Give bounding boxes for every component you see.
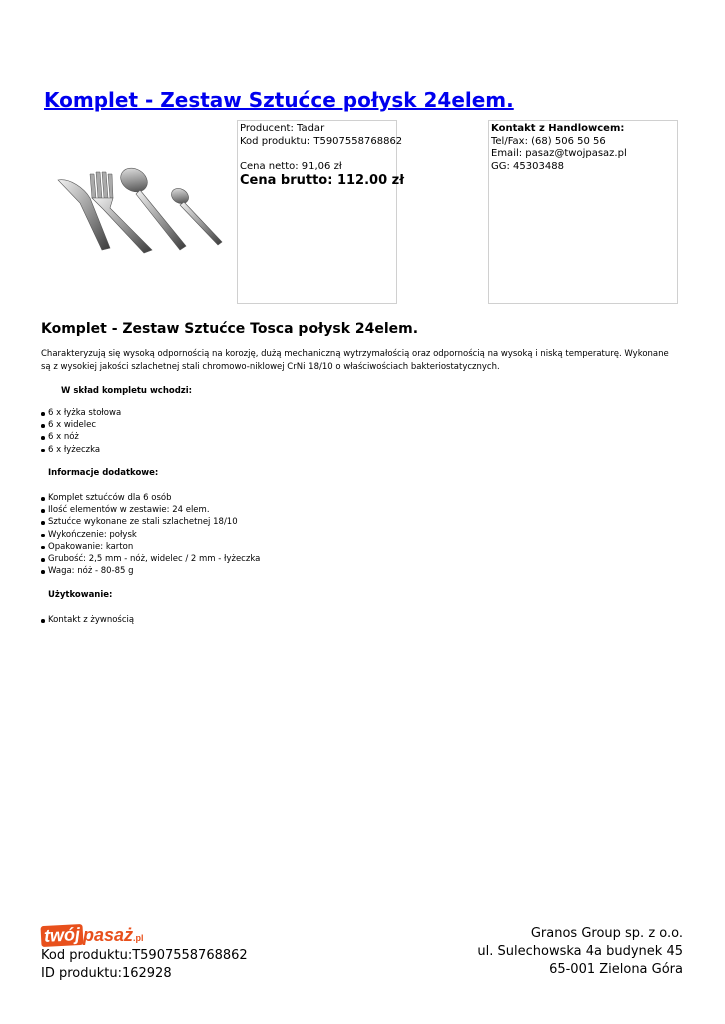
list-item: 6 x łyżka stołowa xyxy=(41,407,121,419)
list-item: Grubość: 2,5 mm - nóż, widelec / 2 mm - łyżeczka xyxy=(41,553,260,565)
logo-part: twój xyxy=(40,924,83,947)
usage-list xyxy=(41,614,134,626)
list-item: Ilość elementów w zestawie: 24 elem. xyxy=(41,504,260,516)
logo-part: pasaż xyxy=(83,925,134,945)
product-title-link[interactable]: Komplet - Zestaw Sztućce połysk 24elem. xyxy=(44,88,514,112)
info-heading: Informacje dodatkowe: xyxy=(48,468,159,478)
cutlery-set-image xyxy=(50,158,226,258)
list-item: Kontakt z żywnością xyxy=(41,614,134,626)
footer-product-ids xyxy=(41,947,248,983)
footer-product-id: ID produktu:162928 xyxy=(41,966,172,981)
net-price: Cena netto: 91,06 zł xyxy=(240,160,342,172)
gross-price: Cena brutto: 112.00 zł xyxy=(240,173,405,188)
contact-phone: Tel/Fax: (68) 506 50 56 xyxy=(491,135,606,147)
company-city: 65-001 Zielona Góra xyxy=(549,962,683,977)
list-item: Opakowanie: karton xyxy=(41,541,260,553)
product-code: Kod produktu: T5907558768862 xyxy=(240,135,403,147)
list-item: 6 x nóż xyxy=(41,431,121,443)
footer-company-address xyxy=(477,925,683,979)
description-text: Charakteryzują się wysoką odpornością na korozję, dużą mechaniczną wytrzymałością oraz odpornością na wysoką i niską temperaturę. Wykonane są z wysokiej jakości szlachetnej stali chromowo-niklowej CrNi 18/10 o właściwościach bakteriostatycznych. xyxy=(41,349,669,372)
company-name: Granos Group sp. z o.o. xyxy=(530,926,683,941)
set-heading: W skład kompletu wchodzi: xyxy=(61,386,193,396)
list-item: Waga: nóż - 80-85 g xyxy=(41,565,260,577)
info-list xyxy=(41,492,260,577)
usage-heading: Użytkowanie: xyxy=(48,590,113,600)
contact-gg: GG: 45303488 xyxy=(491,160,564,172)
set-list xyxy=(41,407,121,456)
list-item: Komplet sztućców dla 6 osób xyxy=(41,492,260,504)
contact-box xyxy=(488,120,678,304)
product-info-box xyxy=(237,120,405,304)
description-heading: Komplet - Zestaw Sztućce Tosca połysk 24elem. xyxy=(41,321,419,337)
list-item: 6 x widelec xyxy=(41,419,121,431)
twojpasaz-logo xyxy=(41,925,144,947)
list-item: Sztućce wykonane ze stali szlachetnej 18/10 xyxy=(41,516,260,528)
list-item: 6 x łyżeczka xyxy=(41,444,121,456)
contact-heading: Kontakt z Handlowcem: xyxy=(491,123,625,134)
company-street: ul. Sulechowska 4a budynek 45 xyxy=(477,944,683,959)
logo-part: .pl xyxy=(133,933,144,943)
list-item: Wykończenie: połysk xyxy=(41,529,260,541)
footer-product-code: Kod produktu:T5907558768862 xyxy=(41,948,248,963)
contact-email[interactable]: Email: pasaz@twojpasaz.pl xyxy=(491,148,627,159)
producer: Producent: Tadar xyxy=(240,123,325,134)
